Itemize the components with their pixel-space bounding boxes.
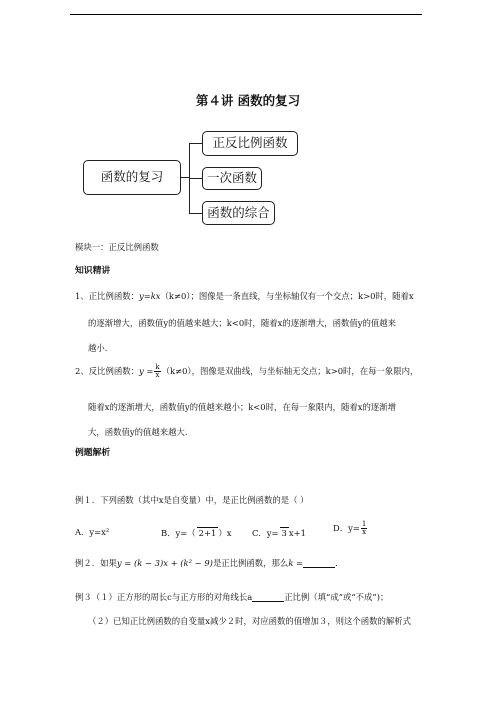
page-title: 第４讲 函数的复习	[195, 93, 301, 108]
example-1-question: 例１．下列函数（其中x是自变量）中，是正比例函数的是（ ）	[75, 495, 309, 505]
example-2: 例２．如果y = (k − 3)x + (k² − 9)是正比例函数，那么k = .	[75, 558, 338, 568]
connector-b2	[189, 178, 202, 179]
fraction-k-over-x: $\frac{k}{x}$	[155, 363, 160, 379]
example-3-line-2: （２）已知正比例函数的自变量x减少２时，对应函数的值增加３，则这个函数的解析式	[88, 616, 411, 626]
knowledge-2-line-3: 大，函数值y的值越来越大.	[88, 427, 188, 437]
connector-b1	[189, 143, 202, 144]
knowledge-1-line-2: 的逐渐增大，函数值y的值越来越大；k<0时，随着x的逐渐增大，函数值y的值越来	[88, 318, 396, 328]
answer-blank	[303, 557, 335, 568]
example-1-option-c: C．y= 3 x+1	[252, 528, 306, 538]
mindmap-root: 函数的复习	[83, 160, 181, 195]
sqrt-sign: 3	[281, 528, 287, 538]
header-rule	[70, 14, 422, 15]
connector-b3	[189, 213, 202, 214]
knowledge-1-line-3: 越小.	[88, 343, 108, 353]
section-knowledge: 知识精讲	[75, 266, 111, 276]
mindmap-branch-2: 一次函数	[202, 167, 262, 190]
fraction-1-over-x: $\frac{1}{x}$	[361, 520, 367, 536]
sqrt-sign: 2+1	[198, 528, 217, 538]
mindmap-branch-3: 函数的综合	[202, 201, 275, 225]
mindmap-branch-1: 正反比例函数	[202, 131, 298, 156]
example-1-option-b: B．y=（ 2+1 ）x	[161, 528, 232, 538]
example-1-option-a: A．y=x²	[75, 527, 110, 537]
example-1-option-d: D．y= $\frac{1}{x}$	[333, 520, 367, 536]
section-examples: 例题解析	[75, 448, 111, 458]
example-3-line-1: 例３（１）正方形的周长c与正方形的对角线长a 正比例（填“成”或“不成”)；	[75, 592, 389, 602]
knowledge-2-line-1: 2、反比例函数：y = $\frac{k}{x}$ （k≠0），图像是双曲线，与坐标轴无交点；k>0时，在每一象限内，	[75, 363, 419, 379]
module-heading: 模块一：正反比例函数	[75, 242, 159, 252]
answer-blank	[252, 591, 284, 602]
knowledge-2-line-2: 随着x的逐渐增大，函数值y的值越来越小；k<0时，在每一象限内，随着x的逐渐增	[88, 402, 396, 412]
knowledge-1-line-1: 1、正比例函数：y=kx（k≠0）；图像是一条直线，与坐标轴仅有一个交点；k>0时，随着x	[75, 291, 414, 301]
